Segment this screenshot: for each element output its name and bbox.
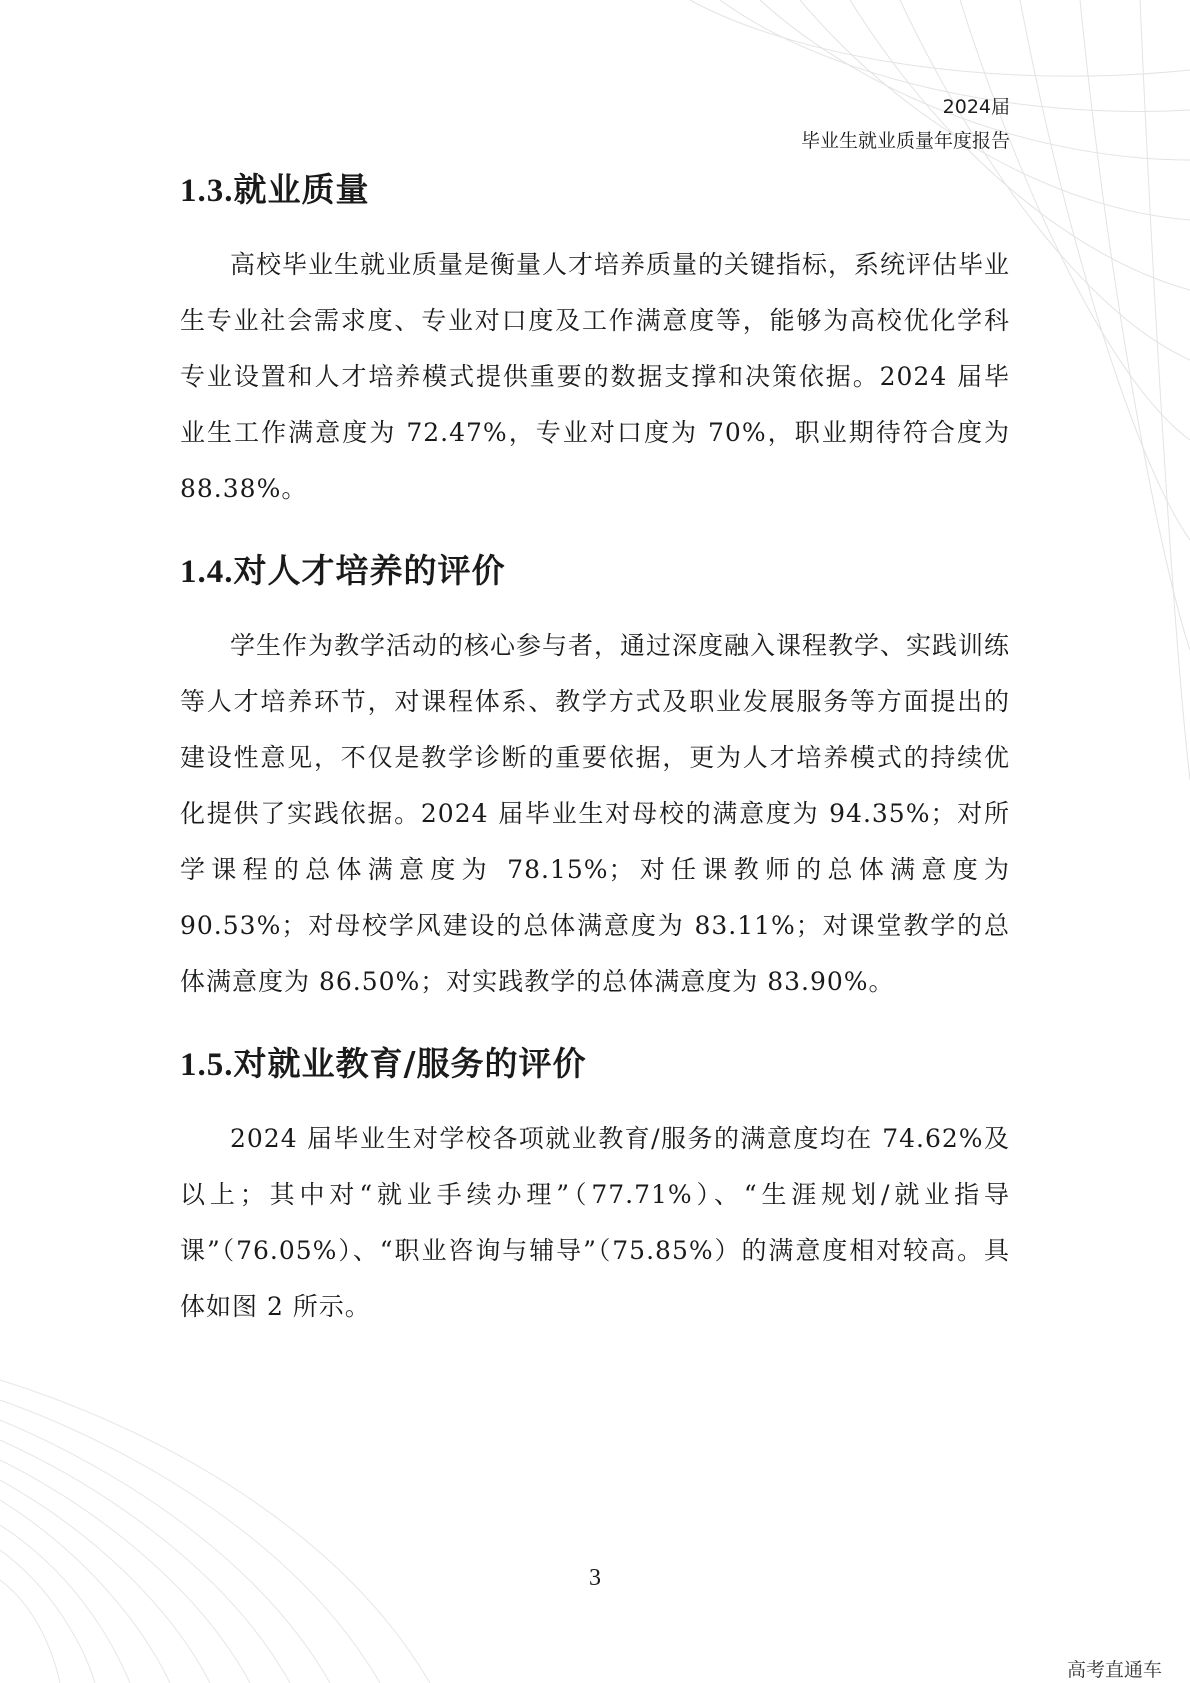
section-title-text: 对就业教育/服务的评价 bbox=[233, 1044, 587, 1083]
section-paragraph-employment-service-evaluation: 2024 届毕业生对学校各项就业教育/服务的满意度均在 74.62%及以上；其中对“就业手续办理”（77.71%）、“生涯规划/就业指导课”（76.05%）、“职业咨询与辅导”（75.85%）的满意度相对较高。具体如图 2 所示。 bbox=[180, 1124, 1010, 1321]
section-heading-1-3 bbox=[180, 160, 1010, 221]
section-title-text: 对人才培养的评价 bbox=[233, 551, 506, 590]
section-number: 1.4. bbox=[180, 554, 234, 590]
section-heading-1-5 bbox=[180, 1034, 1010, 1095]
page-content bbox=[180, 160, 1010, 1335]
running-header bbox=[801, 90, 1010, 158]
section-number: 1.3. bbox=[180, 173, 234, 209]
section-title-text: 就业质量 bbox=[233, 170, 370, 209]
watermark-text: 高考直通车 bbox=[1066, 1659, 1162, 1681]
section-number: 1.5. bbox=[180, 1047, 234, 1083]
header-year: 2024届 bbox=[942, 96, 1010, 118]
section-paragraph-employment-quality: 高校毕业生就业质量是衡量人才培养质量的关键指标，系统评估毕业生专业社会需求度、专业对口度及工作满意度等，能够为高校优化学科专业设置和人才培养模式提供重要的数据支撑和决策依据。2024 届毕业生工作满意度为 72.47%，专业对口度为 70%，职业期待符合度为 88.38%。 bbox=[180, 250, 1011, 503]
section-paragraph-training-evaluation: 学生作为教学活动的核心参与者，通过深度融入课程教学、实践训练等人才培养环节，对课程体系、教学方式及职业发展服务等方面提出的建设性意见，不仅是教学诊断的重要依据，更为人才培养模式的持续优化提供了实践依据。2024 届毕业生对母校的满意度为 94.35%；对所学课程的总体满意度为 78.15%；对任课教师的总体满意度为 90.53%；对母校学风建设的总体满意度为 83.11%；对课堂教学的总体满意度为 86.50%；对实践教学的总体满意度为 83.90%。 bbox=[180, 631, 1011, 996]
section-heading-1-4 bbox=[180, 541, 1010, 602]
page-number: 3 bbox=[589, 1565, 601, 1591]
header-report-title: 毕业生就业质量年度报告 bbox=[800, 130, 1010, 152]
